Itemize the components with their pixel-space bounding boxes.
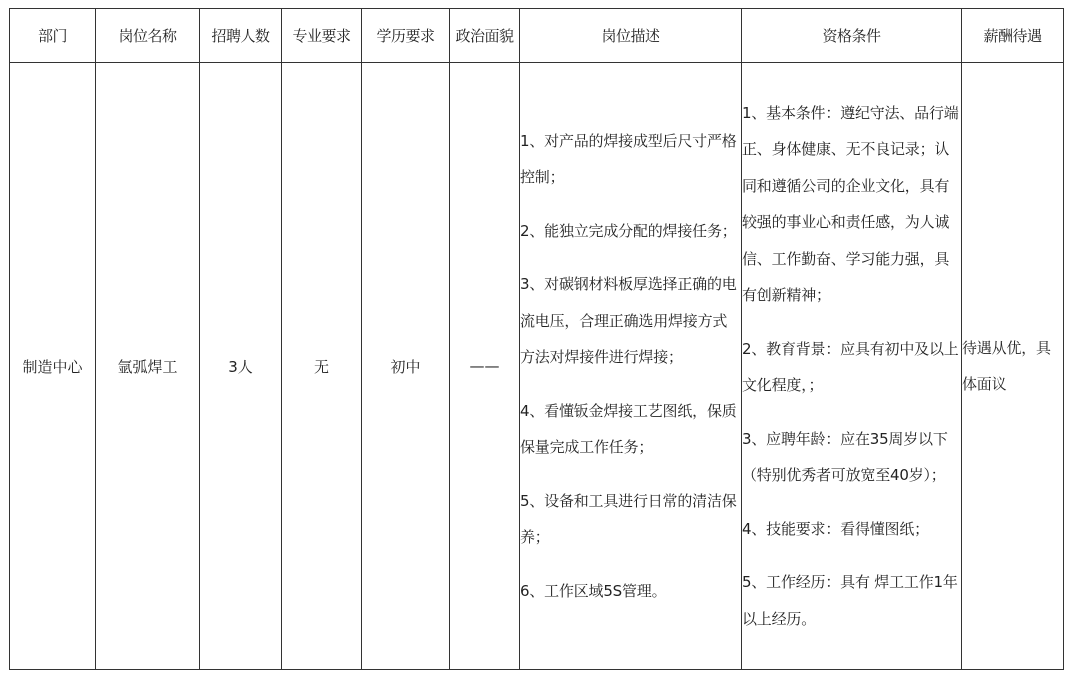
header-education: 学历要求 xyxy=(362,9,450,63)
qualification-item: 1、基本条件：遵纪守法、品行端正、身体健康、无不良记录；认同和遵循公司的企业文化，具有较强的事业心和责任感，为人诚信、工作勤奋、学习能力强，具有创新精神； xyxy=(742,103,959,305)
cell-description xyxy=(520,63,742,670)
cell-position: 氩弧焊工 xyxy=(96,63,200,670)
description-item: 1、对产品的焊接成型后尺寸严格控制； xyxy=(520,131,737,187)
header-headcount: 招聘人数 xyxy=(200,9,282,63)
description-item: 3、对碳钢材料板厚选择正确的电流电压，合理正确选用焊接方式方法对焊接件进行焊接； xyxy=(520,275,737,367)
header-description: 岗位描述 xyxy=(520,9,742,63)
cell-headcount: 3人 xyxy=(200,63,282,670)
cell-qualifications xyxy=(742,63,962,670)
cell-education: 初中 xyxy=(362,63,450,670)
description-item: 2、能独立完成分配的焊接任务； xyxy=(520,221,737,240)
description-item: 5、设备和工具进行日常的清洁保养； xyxy=(520,491,737,547)
cell-salary xyxy=(962,63,1064,670)
cell-political-status: —— xyxy=(450,63,520,670)
header-salary: 薪酬待遇 xyxy=(962,9,1064,63)
qualification-item: 2、教育背景：应具有初中及以上文化程度，； xyxy=(742,339,959,395)
header-qualifications: 资格条件 xyxy=(742,9,962,63)
qualification-item: 5、工作经历：具有 焊工工作1年以上经历。 xyxy=(742,573,958,628)
header-political-status: 政治面貌 xyxy=(450,9,520,63)
header-row xyxy=(10,9,1064,63)
header-department: 部门 xyxy=(10,9,96,63)
description-item: 4、看懂钣金焊接工艺图纸，保质保量完成工作任务； xyxy=(520,401,737,457)
cell-department: 制造中心 xyxy=(10,63,96,670)
table-row xyxy=(10,63,1064,670)
description-item: 6、工作区域5S管理。 xyxy=(520,581,667,600)
header-major: 专业要求 xyxy=(282,9,362,63)
salary-text: 待遇从优，具体面议 xyxy=(962,338,1051,393)
qualification-item: 4、技能要求：看得懂图纸； xyxy=(742,519,929,538)
recruitment-table xyxy=(9,8,1064,670)
cell-major: 无 xyxy=(282,63,362,670)
header-position: 岗位名称 xyxy=(96,9,200,63)
qualification-item: 3、应聘年龄：应在35周岁以下（特别优秀者可放宽至40岁）； xyxy=(742,429,948,485)
